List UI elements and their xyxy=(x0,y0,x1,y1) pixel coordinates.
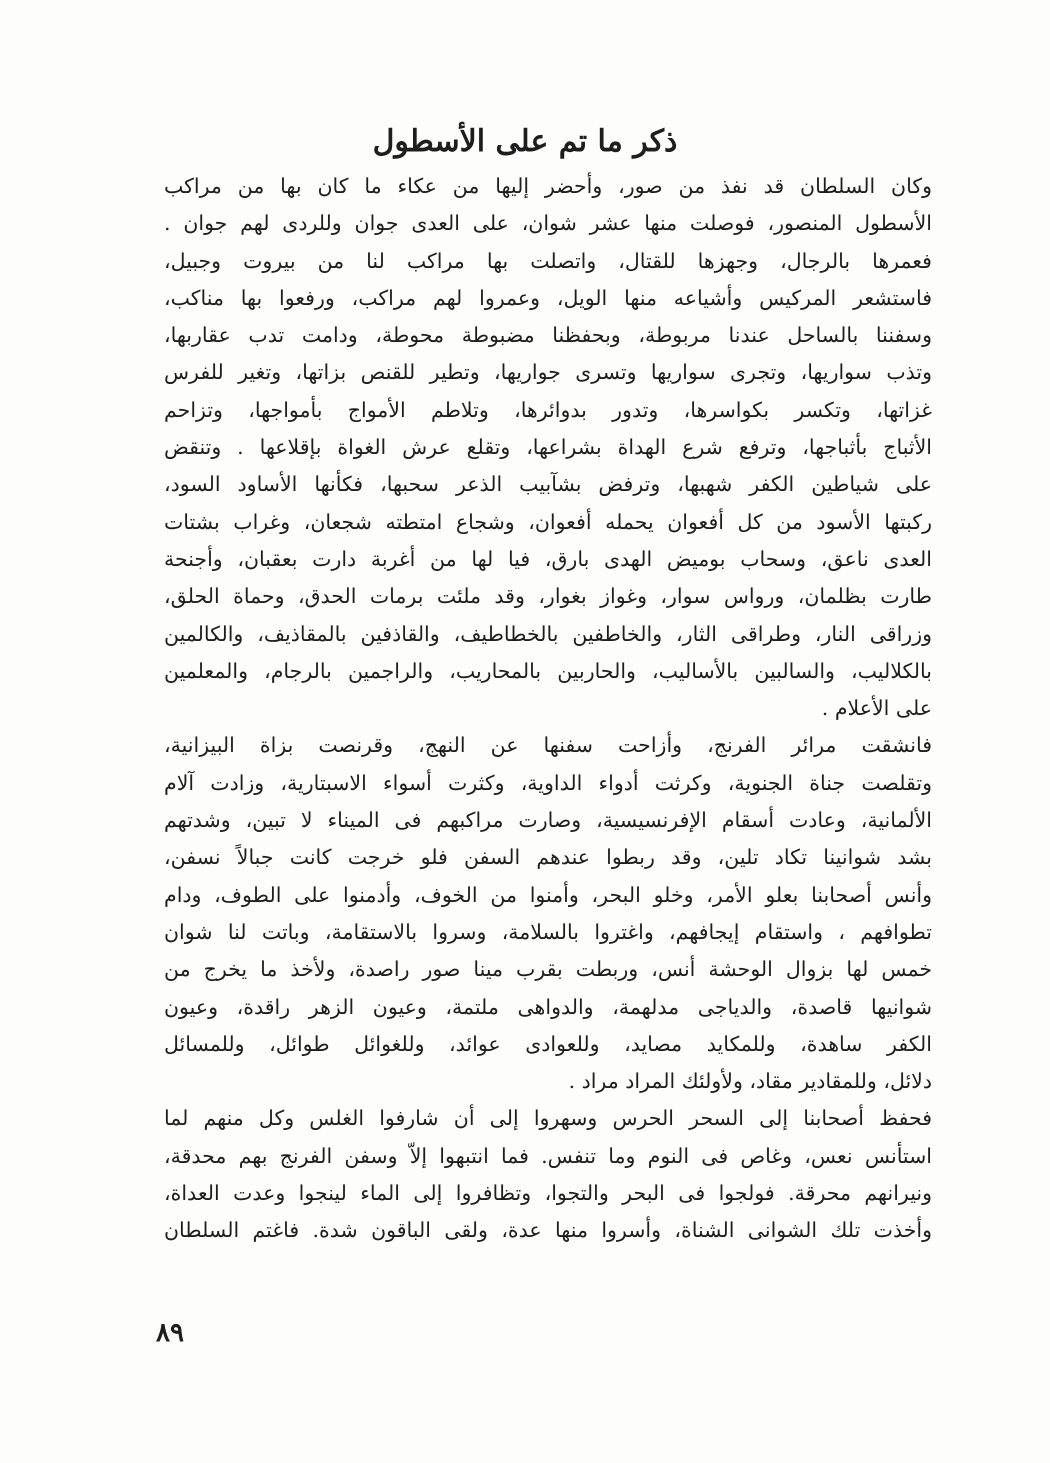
text-line: استأنس نعس، وغاص فى النوم وما تنفس. فما انتبهوا إلاّ وسفن الفرنج بهم محدقة، xyxy=(164,1143,932,1168)
text-line: بالكلاليب، والسالبين بالأساليب، والحاربين بالمحاريب، والراجمين بالرجام، والمعلمين xyxy=(164,658,932,683)
text-line: وكان السلطان قد نفذ من صور، وأحضر إليها من عكاء ما كان بها من مراكب xyxy=(164,174,932,198)
text-line: وسفننا بالساحل عندنا مربوطة، وبحفظنا مضبوطة محوطة، ودامت تدب عقاربها، xyxy=(164,323,932,348)
text-line: وأنس أصحابنا بعلو الأمر، وخلو البحر، وأمنوا من الخوف، وأدمنوا على الطوف، ودام xyxy=(164,882,932,907)
text-line: الأثباج بأثباجها، وترفع شرع الهداة بشراعها، وتقلع عرش الغواة بإقلاعها . وتنقض xyxy=(164,435,932,460)
text-line: ركبتها الأسود من كل أفعوان يحمله أفعوان، وشجاع امتطته شجعان، وغراب بشتات xyxy=(164,509,932,534)
text-line: وتقلصت جناة الجنوية، وكرثت أدواء الداوية، وكثرت أسواء الاسبتارية، وزادت آلام xyxy=(164,770,932,795)
text-line: على شياطين الكفر شهبها، وترفض بشآبيب الذعر سحبها، فكأنها الأساود السود، xyxy=(164,472,932,497)
text-line: تطوافهم ، واستقام إيجافهم، واغتروا بالسلامة، وسروا بالاستقامة، وباتت لنا شوان xyxy=(164,919,932,944)
text-line: وأخذت تلك الشوانى الشناة، وأسروا منها عدة، ولقى الباقون شدة. فاغتم السلطان xyxy=(164,1218,932,1243)
text-line: ونيرانهم محرقة. فولجوا فى البحر والتجوا، وتظافروا إلى الماء لينجوا وعدت العداة، xyxy=(164,1181,932,1206)
text-line: غزاتها، وتكسر بكواسرها، وتدور بدوائرها، وتلاطم الأمواج بأمواجها، وتزاحم xyxy=(164,397,932,422)
text-line: وزراقى النار، وطراقى الثار، والخاطفين بالخطاطيف، والقاذفين بالمقاذيف، والكالمين xyxy=(164,621,932,646)
text-line: العدى ناعق، وسحاب بوميض الهدى بارق، فيا لها من أغربة دارت بعقبان، وأجنحة xyxy=(164,546,932,571)
body-text xyxy=(164,168,932,1250)
text-line: شوانيها قاصدة، والدياجى مدلهمة، والدواهى ملتمة، وعيون الزهر راقدة، وعيون xyxy=(164,994,932,1019)
text-line: خمس لها بزوال الوحشة أنس، وربطت بقرب مينا صور راصدة، ولأخذ ما يخرج من xyxy=(164,957,932,982)
text-line: طارت بظلمان، ورواس سوار، وغواز بغوار، وقد ملئت برمات الحدق، وحماة الحلق، xyxy=(164,584,932,609)
text-line: الأسطول المنصور، فوصلت منها عشر شوان، على العدى جوان وللردى لهم جوان . xyxy=(164,211,932,236)
text-line: الألمانية، وعادت أسقام الإفرنسيسية، وصارت مراكبهم فى الميناء لا تبين، وشدتهم xyxy=(164,808,932,833)
text-line: بشد شوانينا تكاد تلين، وقد ربطوا عندهم السفن فلو خرجت كانت جبالاً نسفن، xyxy=(164,845,932,870)
chapter-heading: ذكر ما تم على الأسطول xyxy=(372,124,678,159)
text-line: فاستشعر المركيس وأشياعه منها الويل، وعمروا لهم مراكب، ورفعوا بها مناكب، xyxy=(164,285,932,310)
text-line: فعمرها بالرجال، وجهزها للقتال، واتصلت بها مراكب لنا من بيروت وجبيل، xyxy=(164,248,932,273)
text-line: وتذب سواريها، وتجرى سواريها وتسرى جواريها، وتطير للقنص بزاتها، وتغير للفرس xyxy=(164,360,932,385)
page-number: ٨٩ xyxy=(156,1318,184,1348)
text-line: الكفر ساهدة، وللمكايد مصايد، وللعوادى عوائد، وللغوائل طوائل، وللمسائل xyxy=(164,1031,932,1056)
text-line: فانشقت مرائر الفرنج، وأزاحت سفنها عن النهج، وقرنصت بزاة البيزانية، xyxy=(164,733,932,758)
text-line: فحفظ أصحابنا إلى السحر الحرس وسهروا إلى أن شارفوا الغلس وكل منهم لما xyxy=(164,1106,932,1131)
text-line: دلائل، وللمقادير مقاد، ولأولئك المراد مراد . xyxy=(568,1069,932,1094)
text-line: على الأعلام . xyxy=(821,696,932,721)
